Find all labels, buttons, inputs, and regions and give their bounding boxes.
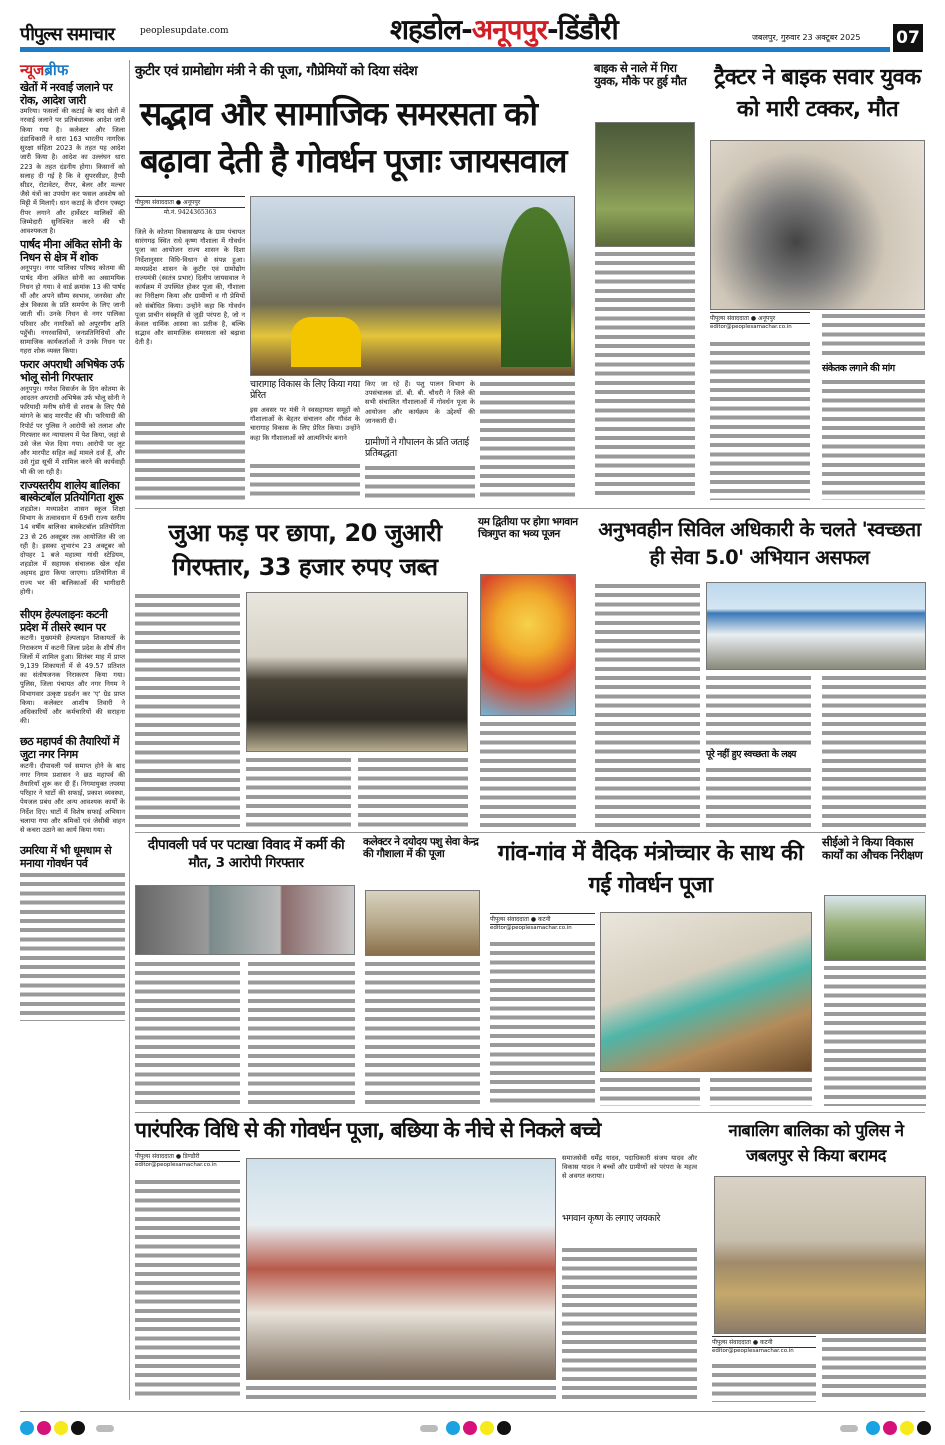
title-dindori: -डिंडौरी (546, 13, 618, 46)
issue-date: जबलपुर, गुरुवार 23 अक्टूबर 2025 (752, 33, 861, 42)
collector-gaushala-photo (365, 890, 480, 956)
main-sub2-body (365, 464, 475, 500)
bike-body (595, 250, 695, 500)
municipal-office-photo (706, 582, 926, 670)
paramparik-body-1 (135, 1178, 240, 1400)
color-registration-marks-left (20, 1420, 122, 1439)
brief-item: फरार अपराधी अभिषेक उर्फ भोलू सोनी गिरफ्तार अनूपपुर। गणेश विसर्जन के दिन कोतमा के आदतन अपराधी अभिषेक उर्फ भोलू सोनी ने फरियादी मनीष सोनी से शराब के लिए पैसे मांगने के बाद मारपीट की थी। फरियादी की रिपोर्ट पर पुलिस ने आरोपी को तलाश और गिरफ्तार कर न्यायालय में पेश किया, जहां से उसे जेल भेज दिया गया। आरोपी पर लूट और मारपीट सहित कई मामले दर्ज हैं, और उसे गुंडा सूची में शामिल करने की कार्यवाही भी की जा रही है। (20, 358, 125, 476)
ceo-body (824, 964, 926, 1106)
juaa-body-1 (135, 592, 240, 827)
swachh-headline: अनुभवहीन सिविल अधिकारी के चलते 'स्वच्छता ही सेवा 5.0' अभियान असफल (598, 518, 921, 569)
main-photo-gaushala-puja (250, 196, 575, 376)
deepawali-body-2 (248, 960, 355, 1105)
bachhiya-puja-photo (246, 1158, 556, 1380)
juaa-headline: जुआ फड़ पर छापा, 20 जुआरी गिरफ्तार, 33 हजार रुपए जब्त (168, 519, 442, 581)
main-subhead-1: चारागाह विकास के लिए किया गया प्रेरित (250, 379, 360, 401)
deepawali-accused-photo (135, 885, 355, 955)
row-divider (135, 832, 925, 833)
paramparik-body-2 (246, 1384, 556, 1402)
color-registration-marks-center (412, 1420, 514, 1439)
column-divider (129, 60, 130, 1400)
footer-rule (20, 1411, 925, 1412)
page-number: 07 (893, 24, 923, 52)
page-section-title (390, 14, 618, 46)
gaon-body-1 (490, 940, 595, 1105)
collector-headline: कलेक्टर ने दयोदय पशु सेवा केन्द्र की गौशाला में की पूजा (363, 836, 479, 861)
main-sub1-body: इस अवसर पर मंत्री ने स्वसहायता समूहों को गौशालाओं के बेहतर संचालन और गौवंश के चारागाह विकास के लिए प्रेरित किया। उन्होंने कहा कि गौशालाओं को आत्मनिर्भर बनाने (250, 406, 360, 442)
main-sub1-cont (250, 462, 360, 500)
bike-accident-photo (595, 122, 695, 247)
paramparik-body-3 (562, 1246, 697, 1401)
juaa-arrest-photo (246, 592, 468, 752)
main-subhead-2: ग्रामीणों ने गौपालन के प्रति जताई प्रतिबद्धता (365, 437, 469, 459)
news-brief-label: न्यूजब्रीफ (20, 61, 69, 79)
masthead-logo: पीपुल्स समाचार (20, 24, 114, 45)
row-divider (135, 508, 925, 509)
nabalik-body-1 (712, 1362, 816, 1402)
title-anuppur: अनूपपुर (471, 13, 547, 46)
nabalik-byline: पीपुल्स संवाददाता ● कटनी editor@peoplesamachar.co.in (712, 1336, 816, 1354)
paramparik-col3-top: समाजसेवी धर्मेंद्र यादव, पदाधिकारी संजय यादव और विकास यादव ने बच्चों और ग्रामीणों को परंपरा के महत्व से अवगत कराया। (562, 1154, 697, 1181)
yama-body (480, 720, 576, 828)
main-headline: सद्भाव और सामाजिक समरसता को बढ़ावा देती है गोवर्धन पूजाः जायसवाल (140, 94, 566, 180)
brief-item: पार्षद मीना अंकित सोनी के निधन से क्षेत्र में शोक अनूपपुर। नगर पालिका परिषद कोतमा की पार्षद मीना अंकित सोनी का असामयिक निधन हो गया। वे वार्ड क्रमांक 13 की पार्षद थीं और अपने सौम्य स्वभाव, जनसेवा और क्षेत्र विकास के प्रति समर्पण के लिए जानी जाती थीं। उनके निधन से नगर पालिका परिवार और नागरिकों को अपूरणीय क्षति पहुँची। नगरवासियों, जनप्रतिनिधियों और सामाजिक कार्यकर्ताओं ने उनके निधन पर गहरा शोक व्यक्त किया। (20, 238, 125, 356)
deepawali-headline: दीपावली पर्व पर पटाखा विवाद में कर्मी की मौत, 3 आरोपी गिरफ्तार (147, 837, 345, 871)
ceo-headline: सीईओ ने किया विकास कार्यों का औचक निरीक्षण (822, 835, 923, 863)
gaon-puja-photo (600, 912, 812, 1072)
ceo-inspection-photo (824, 895, 926, 961)
brief-item: छठ महापर्व की तैयारियों में जुटा नगर निगम कटनी। दीपावली पर्व समाप्त होने के बाद नगर निगम प्रशासन ने छठ महापर्व की तैयारियाँ शुरू कर दी हैं। निगमायुक्त तपस्या परिहार ने घाटों की सफाई, प्रकाश व्यवस्था, पेयजल प्रबंध और अन्य आवश्यक कार्यों के निर्देश दिए। घाटों में विशेष सफाई अभियान चलाया गया और श्रमिकों एवं जेसीबी वाहन से कचरा उठाने का कार्य किया गया। (20, 735, 125, 835)
tractor-subhead: संकेतक लगाने की मांग (822, 363, 895, 374)
swachh-body-4 (822, 674, 926, 828)
swachh-body-1 (595, 582, 700, 828)
header-rule (20, 47, 890, 52)
brief-item: सीएम हेल्पलाइनः कटनी प्रदेश में तीसरे स्थान पर कटनी। मुख्यमंत्री हेल्पलाइन शिकायतों के निराकरण में कटनी जिला प्रदेश के शीर्ष तीन जिलों में शामिल हुआ। सितंबर माह में प्राप्त 9,139 शिकायतों में से 49.57 प्रतिशत का संतोषजनक निराकरण किया गया। पुलिस, जिला पंचायत और नगर निगम ने विभागवार उत्कृष्ट प्रदर्शन कर 'ए' ग्रेड प्राप्त किया। कलेक्टर आशीष तिवारी ने अधिकारियों और कर्मचारियों की सराहना की। (20, 608, 125, 726)
color-registration-marks-right (832, 1420, 934, 1439)
row-divider (135, 1112, 925, 1113)
collector-body (365, 960, 480, 1105)
swachh-body-3 (706, 766, 811, 828)
bike-headline: बाइक से नाले में गिरा युवक, मौके पर हुई मौत (594, 61, 687, 89)
tractor-accident-photo (710, 140, 925, 310)
paramparik-subhead: भगवान कृष्ण के लगाए जयकारे (562, 1213, 660, 1224)
gaon-headline: गांव-गांव में वैदिक मंत्रोच्चार के साथ की गई गोवर्धन पूजा (497, 841, 804, 898)
gaon-byline: पीपुल्स संवाददाता ● कटनी editor@peoplesamachar.co.in (490, 913, 595, 931)
paramparik-headline: पारंपरिक विधि से की गोवर्धन पूजा, बछिया के नीचे से निकले बच्चे (135, 1118, 601, 1142)
deepawali-body-1 (135, 960, 240, 1105)
brief-item: खेतों में नरवाई जलाने पर रोक, आदेश जारी उमरिया। फसलों की कटाई के बाद खेतों में नरवाई जलाने पर प्रतिबंधात्मक आदेश जारी किया गया है। कलेक्टर और जिला दंडाधिकारी ने धारा 163 भारतीय नागरिक सुरक्षा संहिता 2023 के तहत यह आदेश जारी किया है। आदेश का उल्लंघन धारा 223 के तहत दंडनीय होगा। किसानों को सलाह दी गई है कि वे सुपरसीडर, हैप्पी सीडर, रोटावेटर, रीपर, बेलर और मल्चर जैसे यंत्रों का उपयोग कर फसल अवशेष को मिट्टी में मिलाएँ। धान कटाई के दौरान एक्स्ट्रा रीपर लगाने और हार्वेस्टर मालिकों की जिम्मेदारी सुनिश्चित करने की भी आवश्यकता है। (20, 81, 125, 235)
brief-item: राज्यस्तरीय शालेय बालिका बास्केटबॉल प्रतियोगिता शुरू शहडोल। मध्यप्रदेश शासन स्कूल शिक्षा विभाग के तत्वावधान में 69वीं राज्य स्तरीय 14 वर्षीय बालिका बास्केटबॉल प्रतियोगिता 23 से 26 अक्टूबर तक आयोजित की जा रही है। इसका शुभारंभ 23 अक्टूबर को दोपहर 1 बजे महात्मा गांधी स्टेडियम, शहडोल में सहायक संचालक खेल रईस अहमद द्वारा किया जाएगा। प्रतियोगिता में राज्य भर की बालिकाओं की भागीदारी होगी। (20, 478, 125, 596)
juaa-body-3 (358, 756, 468, 828)
juaa-body-2 (246, 756, 351, 828)
tractor-byline: पीपुल्स संवाददाता ● अनूपपुर editor@peoplesamachar.co.in (710, 312, 810, 330)
yama-headline: यम द्वितीया पर होगा भगवान चित्रगुप्त का भव्य पूजन (478, 516, 578, 541)
nabalik-recovery-photo (714, 1176, 926, 1334)
brief-item: उमरिया में भी धूमधाम से मनाया गोवर्धन पर्व (20, 845, 125, 1020)
tractor-headline: ट्रैक्टर ने बाइक सवार युवक को मारी टक्कर, मौत (714, 65, 921, 122)
tractor-body-3 (822, 378, 925, 500)
gaon-body-2 (600, 1076, 700, 1106)
main-body: जिले के कोतमा विकासखण्ड के ग्राम पंचायत सारंगगढ़ स्थित राधे कृष्ण गौशाला में गोवर्धन पूजा का आयोजन राज्य शासन के दिशा निर्देशानुसार विधि-विधान से संपन्न हुआ। मध्यप्रदेश शासन के कुटीर एवं ग्रामोद्योग राज्यमंत्री (स्वतंत्र प्रभार) दिलीप जायसवाल ने कार्यक्रम में उपस्थित होकर पूजा की, गौशाला का निरीक्षण किया और ग्रामीणों व गौ प्रेमियों को संबोधित किया। उन्होंने कहा कि गोवर्धन पूजा प्राचीन संस्कृति से जुड़ी परंपरा है, जो न केवल धार्मिक आस्था का प्रतीक है, बल्कि सद्भाव और सामाजिक समरसता को बढ़ावा देती है। (135, 228, 245, 347)
tractor-body-1 (710, 340, 810, 500)
nabalik-body-2 (822, 1336, 926, 1402)
title-shahdol: शहडोल- (390, 13, 472, 46)
main-col3-body: किए जा रहे हैं। पशु पालन विभाग के उपसंचालक डॉ. बी. बी. चौधरी ने जिले की सभी संचालित गौशालाओं में गोवर्धन पूजा के आयोजन और कार्यक्रम के उद्देश्यों की जानकारी दी। (365, 380, 475, 425)
swachh-subhead: पूरे नहीं हुए स्वच्छता के लक्ष्य (706, 749, 796, 760)
nabalik-headline: नाबालिग बालिका को पुलिस ने जबलपुर से किया बरामद (728, 1121, 904, 1165)
chitragupt-image (480, 574, 576, 716)
tractor-body-2 (822, 312, 925, 360)
news-brief-column (20, 60, 125, 1021)
website-link[interactable]: peoplesupdate.com (140, 26, 229, 36)
main-byline: पीपुल्स संवाददाता ● अनूपपुर मो.नं. 9424365363 (135, 196, 245, 216)
main-body-cont (135, 420, 245, 500)
main-col4-body (480, 380, 575, 500)
main-kicker: कुटीर एवं ग्रामोद्योग मंत्री ने की पूजा, गौप्रेमियों को दिया संदेश (135, 63, 418, 79)
gaon-body-3 (710, 1076, 812, 1106)
swachh-body-2 (706, 674, 811, 746)
paramparik-byline: पीपुल्स संवाददाता ● डिण्डौरी editor@peoplesamachar.co.in (135, 1150, 240, 1168)
